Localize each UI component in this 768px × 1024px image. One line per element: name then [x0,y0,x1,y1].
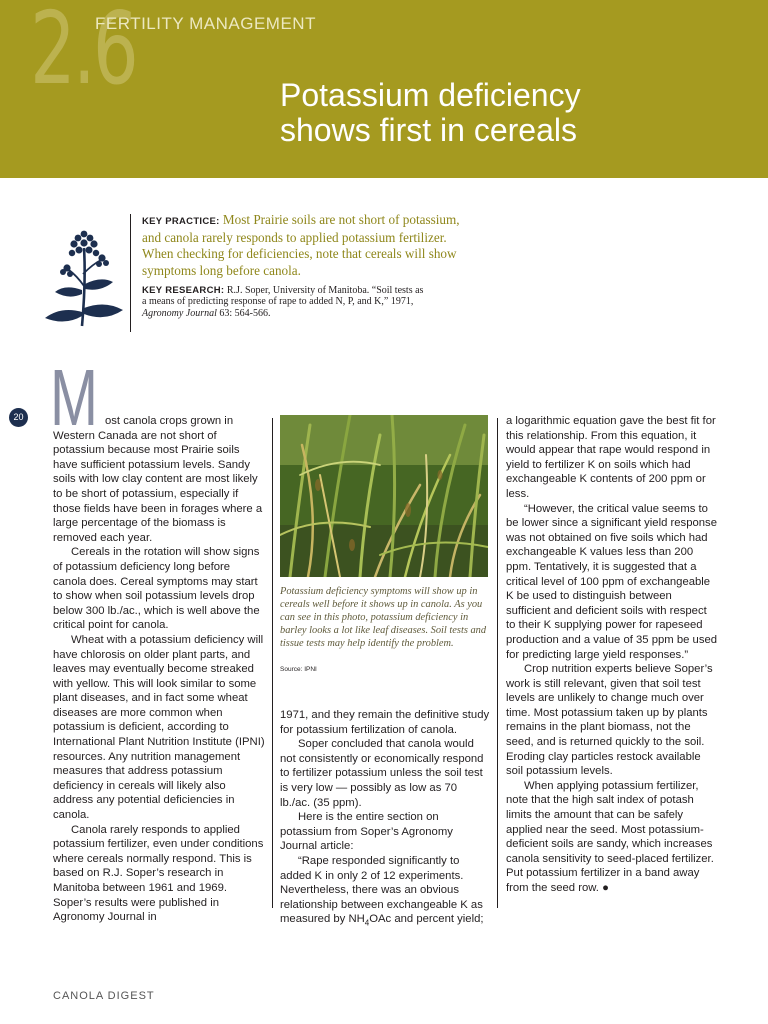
column-divider [497,418,498,908]
canola-flower-icon [43,226,125,334]
key-research [142,285,502,320]
photo-caption: Potassium deficiency symptoms will show up in cereals well before it shows up in canola. As you can see in this photo, potassium deficiency in barley looks a lot like leaf diseases. Soil tests and tissue tests may help identify the problem. [280,586,487,649]
paragraph: Crop nutrition experts believe Soper’s work is still relevant, given that soil test levels are unlikely to change much over time. Most potassium taken up by plants remains in the plant biomass, not the seed, and is returned quickly to the soil. Eroding clay particles restock available soil potassium levels. [506,663,713,778]
key-practice-line-4: symptoms long before canola. [142,262,301,278]
paragraph: “However, the critical value seems to be lower since a significant yield response was not obtained on five soils which had exchangeable K values less than 200 ppm. Tentatively, it is suggested that a critical level of 100 ppm of exchangeable K be used to distinguish between sufficient and deficient soils with respect to their K supplying power for rapeseed production and a value of 35 ppm be used for predicting large yield responses.” [506,502,718,661]
key-practice-line-2: and canola rarely responds to applied potassium fertilizer. [142,230,447,246]
drop-cap: M [50,353,98,442]
subscript: 4 [364,918,370,928]
article-column-3 [506,414,718,896]
key-research-label: KEY RESEARCH: [142,284,225,296]
paragraph: 1971, and they remain the definitive study for potassium fertilization of canola. [280,709,490,736]
paragraph: ost canola crops grown in Western Canada are not short of potassium because most Prairie soils have sufficient potassium levels. Sandy soils with low clay content are most likely to be short of potassium, especially if those fields have been in forages where a large percentage of the biomass is removed each year. [53,415,263,544]
paragraph: a logarithmic equation gave the best fit for this relationship. From this equation, it would appear that rape would respond in yield to fertilizer K on soils which had exchangeable K contents of 200 ppm or less. [506,415,716,500]
section-number: 2.6 [30,0,136,107]
key-practice-divider [130,214,131,332]
header-banner [0,0,768,178]
journal-name: Agronomy Journal [142,308,217,319]
footer-publication: CANOLA DIGEST [53,990,155,1002]
barley-field-photo [280,415,488,577]
section-label: FERTILITY MANAGEMENT [95,14,316,33]
title-line-2: shows first in cereals [280,112,577,148]
article-column-2 [280,708,490,931]
key-practice-line-1: KEY PRACTICE: Most Prairie soils are not short of potassium, [142,212,460,227]
paragraph: When applying potassium fertilizer, note that the high salt index of potash limits the amount that can be safely applied near the seed. Most potassium-deficient soils are sandy, which increases canola sensitivity to seed-placed fertilizer. Put potassium fertilizer in a band away from the seed row. ● [506,779,714,894]
column-divider [272,418,273,908]
key-practice-line-3: When checking for deficiencies, note that cereals will show [142,246,457,262]
key-practice-box [142,212,502,320]
paragraph: Canola rarely responds to applied potassium fertilizer, even under conditions where cereals normally respond. This is based on R.J. Soper’s research in Manitoba between 1961 and 1969. Soper’s results were published in Agronomy Journal in [53,823,264,924]
paragraph: Soper concluded that canola would not consistently or economically respond to fertilizer potassium unless the soil test is very low — possibly as low as 70 lb./ac. (35 ppm). [280,738,484,809]
key-practice-label: KEY PRACTICE: [142,216,220,227]
key-research-line-3: Agronomy Journal 63: 564-566. [142,308,271,319]
key-research-line-2: a means of predicting response of rape to added N, P, and K,” 1971, [142,296,414,308]
page-title [280,78,750,148]
photo-source: Source: IPNI [280,666,317,673]
key-research-line-1: KEY RESEARCH: R.J. Soper, University of Manitoba. “Soil tests as [142,284,424,296]
paragraph: “Rape responded significantly to added K in only 2 of 12 experiments. Nevertheless, there was an obvious relationship between exchangeable K as measured by $NH_4OAc$ and percent yield; [280,854,484,928]
paragraph: Wheat with a potassium deficiency will have chlorosis on older plant parts, and leaves may eventually become streaked with yellow. This will look similar to some plant diseases, and in fact some wheat diseases are more common when potassium is deficient, according to International Plant Nutrition Institute (IPNI) resources. Any nutrition management measures that address potassium deficiency in cereals will likely also address any potential deficiencies in canola. [53,633,265,822]
paragraph: Here is the entire section on potassium from Soper’s Agronomy Journal article: [280,811,453,853]
article-column-1 [53,414,265,925]
page-number: 20 [9,408,28,427]
paragraph: Cereals in the rotation will show signs of potassium deficiency long before canola does. Cereal symptoms may start to show when soil potassium levels drop below 300 lb./ac., which is well above the critical point for canola. [53,546,260,632]
title-line-1: Potassium deficiency [280,77,581,113]
